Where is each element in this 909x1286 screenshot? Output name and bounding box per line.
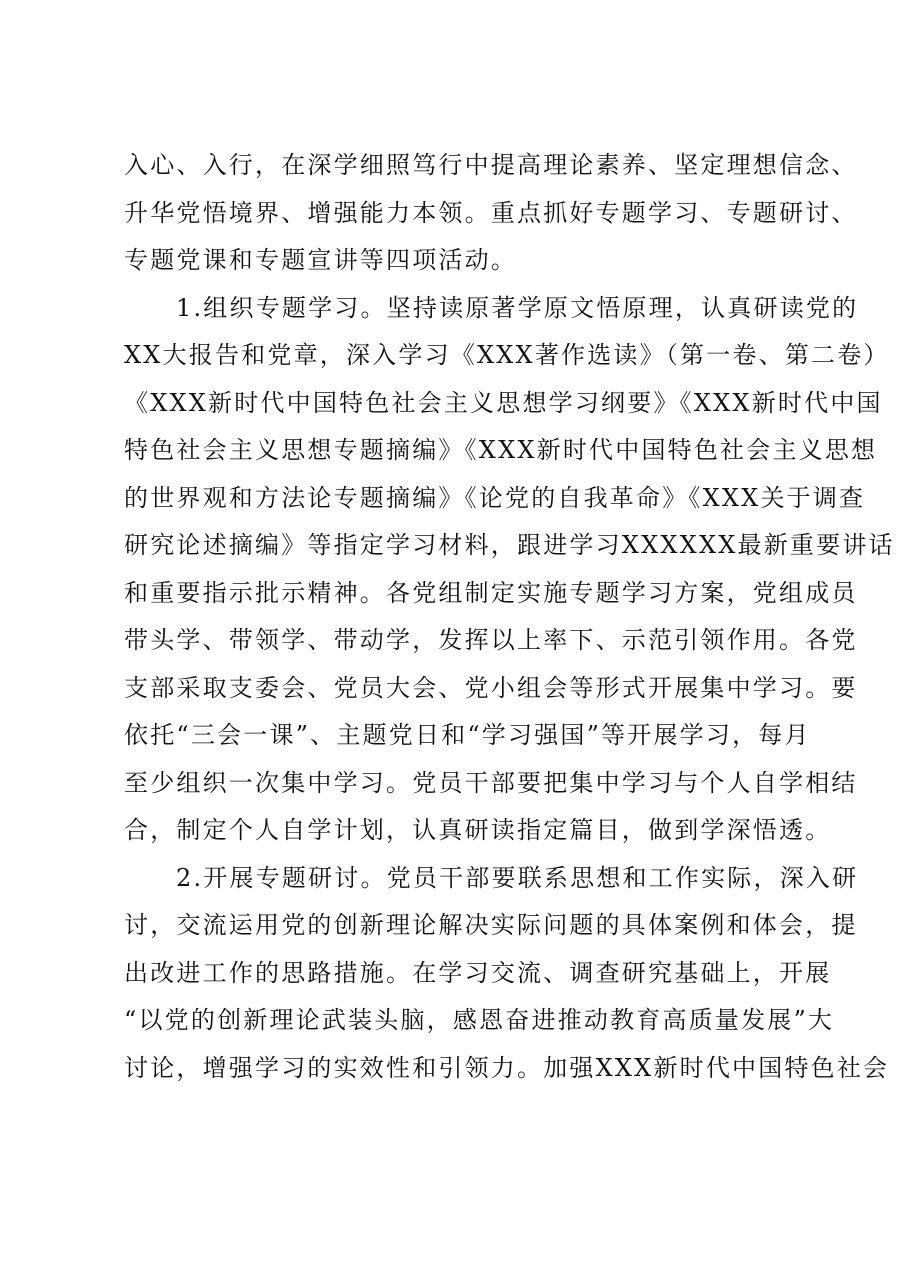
text-line: 和重要指示批示精神。各党组制定实施专题学习方案，党组成员 [124,578,858,607]
text-line: 至少组织一次集中学习。党员干部要把集中学习与个人自学相结 [124,768,858,797]
text-line: 特色社会主义思想专题摘编》《XXX新时代中国特色社会主义思想 [124,436,878,464]
text-line: 研究论述摘编》等指定学习材料，跟进学习XXXXXX最新重要讲话 [124,531,895,559]
section-2-heading-line: 2.开展专题研讨。党员干部要联系思想和工作实际，深入研 [176,863,859,892]
text-line: 支部采取支委会、党员大会、党小组会等形式开展集中学习。要 [124,673,858,702]
text-line: 合，制定个人自学计划，认真研读指定篇目，做到学深悟透。 [124,816,832,844]
section-1-heading-line: 1.组织专题学习。坚持读原著学原文悟原理，认真研读党的 [176,293,859,322]
text-line: 的世界观和方法论专题摘编》《论党的自我革命》《XXX关于调查 [124,483,866,512]
text-line: 讨，交流运用党的创新理论解决实际问题的具体案例和体会，提 [124,911,858,939]
text-line: 出改进工作的思路措施。在学习交流、调查研究基础上，开展 [124,958,832,987]
text-line: XX大报告和党章，深入学习《XXX著作选读》（第一卷、第二卷） [124,341,890,369]
text-line: “以党的创新理论武装头脑，感恩奋进推动教育高质量发展”大 [124,1006,835,1034]
document-body [124,142,895,1092]
text-line: 《XXX新时代中国特色社会主义思想学习纲要》《XXX新时代中国 [124,388,883,417]
text-line: 带头学、带领学、带动学，发挥以上率下、示范引领作用。各党 [124,626,858,654]
text-line: 入心、入行，在深学细照笃行中提高理论素养、坚定理想信念、 [124,151,858,179]
text-line: 讨论，增强学习的实效性和引领力。加强XXX新时代中国特色社会 [124,1053,890,1082]
text-line: 专题党课和专题宣讲等四项活动。 [124,246,517,274]
text-line: 依托“三会一课”、主题党日和“学习强国”等开展学习，每月 [124,721,811,749]
text-line: 升华党悟境界、增强能力本领。重点抓好专题学习、专题研讨、 [124,198,858,227]
